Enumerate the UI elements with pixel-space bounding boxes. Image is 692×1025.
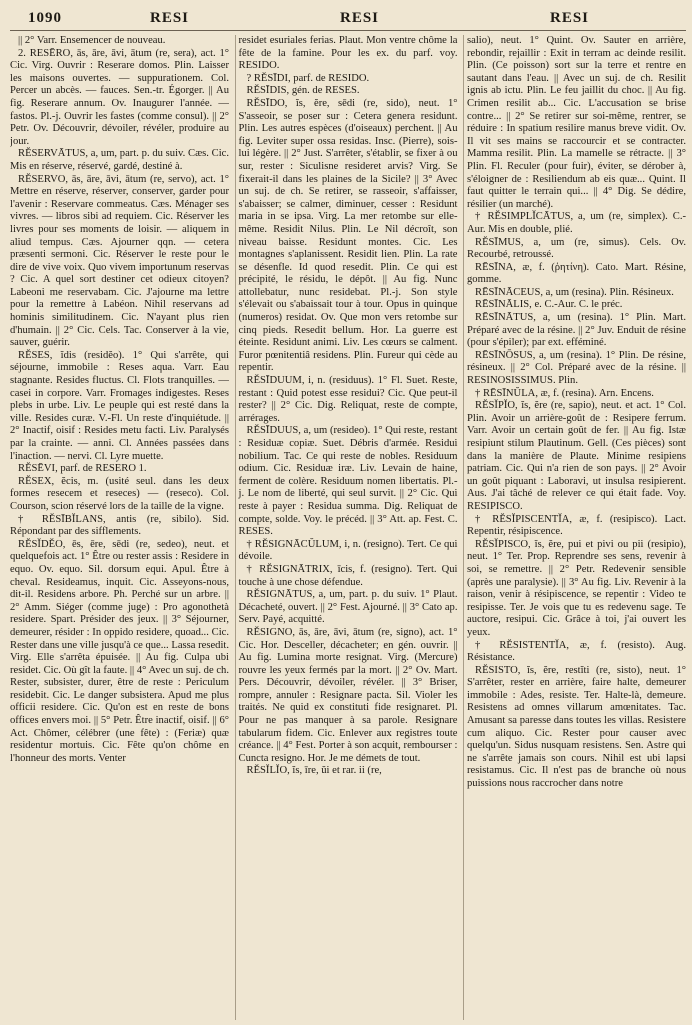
dictionary-entry: RĔSĒVI, parf. de RESERO 1. <box>18 463 147 475</box>
running-head-center: RESI <box>340 10 380 26</box>
dictionary-entry: || 2° Varr. Ensemencer de nouveau. <box>18 35 166 46</box>
dictionary-entry: RĔSERVĀTUS, a, um, part. p. du suiv. Cæs. Cic. Mis en réserve, réservé, gardé, destiné à. <box>10 148 229 172</box>
dictionary-entry: RĔSĪDUUS, a, um (resideo). 1° Qui reste, restant : Residuæ copiæ. Suet. Débris d'armée. Residui nobilium. Tac. Ce qui reste de nobles. Residuum odium. Cic. Residuæ iræ. Liv. Levain de haine, ferment de colère. Residuum nomen libertatis. Pl.-j. Le nom de liberté, qui seul survit. || 2° Cic. Qui reste à payer : Residua summa. Dig. Reliquat de compte, solde. Voy. le précéd. || 3° Att. ap. Fest. C. RESES. <box>238 425 458 538</box>
dictionary-entry: RĔSIGNĀTUS, a, um, part. p. du suiv. 1° Plaut. Décacheté, ouvert. || 2° Fest. Ajourné. || 3° Cato ap. Serv. Payé, acquitté. <box>238 589 458 626</box>
dictionary-entry: RĔSISTO, ĭs, ĕre, restĭti (re, sisto), neut. 1° S'arrêter, rester en arrière, faire halte, demeurer immobile : Ades, resiste. Ter. Halte-là, demeure. Resistens ad omnes villarum amœnitates. Tac. Amusant sa paresse dans toutes les villas. Resistere cum aliquo. Cic. Rester pour causer avec quelqu'un. Sidus nusquam resistens. Sen. Astre qui ne s'arrête jamais son cours. Nihil est ubi lapsi resistamus. Cic. Il n'est pas de branche où nous puissions nous raccrocher dans notre <box>467 664 686 790</box>
dictionary-entry: RĒSĪNĀLIS, e. C.-Aur. C. le préc. <box>475 299 623 311</box>
dictionary-entry: RĔSERVO, ās, āre, āvi, ātum (re, servo), act. 1° Mettre en réserve, réserver, conserver, garder pour l'avenir : Reservare commeatus. Cæs. Ménager ses vivres. — libros sibi ad requiem. Cic. Réserver les livres pour ses moments de loisir. — aliquem in aliud tempus. Cæs. Ajourner qqn. — cetera præsenti sermoni. Cic. Réserver le reste pour le dire de vive voix. Quo vivem importunum reservas ? Cic. A quel sort destiner cet odieux citoyen? Labeoni me reservabam. Cic. J'ajourne ma lettre pour la remettre à Labéon. Nihil reservans ad hominis similitudinem. Cic. N'ayant plus rien d'humain. || 2° Cic. Cels. Tac. Conserver à la vie, sauver, guérir. <box>10 173 229 349</box>
dictionary-entry: residet esuriales ferias. Plaut. Mon ventre chôme la fête de la famine. Pour les ex. du parf. voy. RESIDO. <box>238 35 458 72</box>
text-columns <box>10 35 686 1020</box>
dictionary-entry: RĒSĪNĀTUS, a, um (resina). 1° Plin. Mart. Préparé avec de la résine. || 2° Juv. Enduit de résine (pour s'épiler); par ext. efféminé. <box>467 312 686 349</box>
page-number: 1090 <box>28 10 62 26</box>
dictionary-entry: † RĒSĪNŬLA, æ, f. (resina). Arn. Encens. <box>475 387 654 399</box>
dictionary-entry: RĔSĪDO, ĭs, ĕre, sēdi (re, sido), neut. 1° S'asseoir, se poser sur : Cetera genera residunt. Plin. Les autres espèces (d'oiseaux) perchent. || Au fig. Leviter super ossa residas. Insc. (Pierre), sois-lui légère. || 2° Just. S'arrêter, s'établir, se fixer à ou sur, rester : Siculisne resideret arvis? Virg. Se fixerait-il dans les plaines de la Sicile? || 3° Avec un suj. de ch. Se retirer, se rasseoir, s'affaisser, s'abaisser; se calmer, diminuer, cesser : Residunt maria in se ipsa. Virg. La mer retombe sur elle-même. Residit Nilus. Plin. Le Nil décroît, son niveau baisse. Residunt montes. Cic. Les montagnes s'aplanissent. Residit lien. Plin. La rate se désenfle. Id quod resedit. Plin. Ce qui est précipité, le résidu, le dépôt. || Au fig. Nunc attollebatur, nunc residebat. Pl.-j. Son style s'élevait ou s'abaissait tour à tour. Opus in quinque (numeros) residat. Ov. Que mon vers retombe sur cinq pieds. Resedit bellum. Hor. La guerre est éteinte. Residunt animi. Liv. Les cœurs se calment. Furor pœnitentiâ residens. Plin. Fureur qui cède au repentir. <box>238 97 458 374</box>
page-header <box>10 8 686 31</box>
dictionary-entry: RĒSĪNA, æ, f. (ῥητίνη). Cato. Mart. Résine, gomme. <box>467 261 686 286</box>
running-head-left: RESI <box>150 10 190 26</box>
column-2 <box>235 35 458 1020</box>
dictionary-entry: RĔSĬLĬO, ĭs, īre, ŭi et rar. ii (re, <box>246 765 382 777</box>
dictionary-entry: RĔSEX, ĕcis, m. (usité seul. dans les deux formes resecem et reseces) — (reseco). Col. Courson, scion réservé lors de la taille de la vigne. <box>10 475 229 512</box>
dictionary-entry: † RĔSIGNĀCŬLUM, i, n. (resigno). Tert. Ce qui dévoile. <box>238 538 458 563</box>
dictionary-entry: salio), neut. 1° Quint. Ov. Sauter en arrière, rebondir, rejaillir : Exit in terram ac deinde resilit. Plin. (Ce poisson) sort sur la terre et rentre en sautant dans l'eau. || Avec un suj. de ch. Resilit ignis ab ictu. Plin. Le feu jaillit du choc. || Au fig. Crimen resilit ab... Cic. L'accusation se brise contre... || 2° Se retirer sur soi-même, rentrer, se réduire : In spatium resilire manus breve vidit. Ov. Il vit ses mains se raccourcir et se contracter. Mamma resilit. Plin. La mamelle se rétracte. || 3° Plin. Fl. Reculer (pour fuir), éviter, se dérober à, s'éloigner de : Resiliendum ab eis quæ... Quint. Il faut quitter le terrain qui... || 4° Dig. Se dédire, résilier (un marché). <box>467 35 686 210</box>
dictionary-entry: ? RĔSĪDI, parf. de RESIDO. <box>246 72 370 84</box>
dictionary-entry: † RĔSISTENTĬA, æ, f. (resisto). Aug. Résistance. <box>467 639 686 664</box>
dictionary-entry: RĔSIGNO, ās, āre, āvi, ātum (re, signo), act. 1° Cic. Hor. Desceller, décacheter; en gén. ouvrir. || Au fig. Lumina morte resignat. Virg. (Mercure) rouvre les yeux fermés par la mort. || 2° Ov. Mart. Pers. Découvrir, dévoiler, révéler. || 3° Briser, rompre, annuler : Resignare pacta. Sil. Violer les traités. Ne quid ex constituti fide resignaret. Pl. Pour ne pas manquer à sa parole. Resignare tabularum fidem. Cic. Enlever aux registres toute créance. || 4° Fest. Porter à son acquit, rembourser : Cuncta resigno. Hor. Je me démets de tout. <box>238 626 458 764</box>
dictionary-entry: RĔSES, ĭdis (residĕo). 1° Qui s'arrête, qui séjourne, immobile : Reses aqua. Varr. Eau stagnante. Resides fluctus. Cl. Flots tranquilles. — casei in corpore. Varr. Fromages indigestes. Reses plebs in urbe. Liv. Le peuple qui est resté dans la ville. Resides curæ. V.-Fl. Un reste d'inquiétude. || 2° Inactif, oisif : Resides metu facti. Liv. Paralysés par la crainte. — anni. Cl. Années passées dans l'inaction. — nervi. Cl. Lyre muette. <box>10 349 229 462</box>
dictionary-entry: † RĔSIMPLĬCĀTUS, a, um (re, simplex). C.-Aur. Mis en double, plié. <box>467 211 686 235</box>
column-3 <box>463 35 686 1020</box>
dictionary-entry: † RĔSĬPISCENTĬA, æ, f. (resipisco). Lact. Repentir, résipiscence. <box>467 513 686 538</box>
dictionary-entry: † RĔSIGNĀTRIX, īcis, f. (resigno). Tert. Qui touche à une chose défendue. <box>238 563 458 588</box>
dictionary-entry: † RĔSĪBĬLANS, antis (re, sibilo). Sid. Répondant par des sifflements. <box>10 513 229 538</box>
dictionary-entry: RĔSĪDIS, gén. de RESES. <box>246 85 360 97</box>
dictionary-entry: RĒSĪNŌSUS, a, um (resina). 1° Plin. De résine, résineux. || 2° Col. Préparé avec de la résine. || RESINOSISSIMUS. Plin. <box>467 349 686 387</box>
dictionary-entry: RĔSĬPĬO, ĭs, ĕre (re, sapio), neut. et act. 1° Col. Plin. Avoir un arrière-goût de : Resipere ferrum. Varr. Avoir un certain goût de fer. || Au fig. Istæ resipiunt stilum Plautinum. Gell. (Ces pièces) sont dans la manière de Plaute. Minime resipiens patriam. Cic. Qui n'a rien de son pays. || 2° Avoir un goût piquant : Laboravi, ut insulsa resipierent. Aus. J'ai tâché de relever ce qui était fade. Voy. RESIPISCO. <box>467 400 686 512</box>
dictionary-entry: 2. RESĒRO, ās, āre, āvi, ātum (re, sera), act. 1° Cic. Virg. Ouvrir : Reserare domos. Plin. Laisser les maisons ouvertes. — suppurationem. Col. Percer un abcès. — fauces. Sen.-tr. Égorger. || Au fig. Reserare annum. Ov. Inaugurer l'année. — fastos. Pl.-j. Ouvrir les fastes (comme consul). || 2° Petr. Ov. Découvrir, dévoiler, révéler, produire au jour. <box>10 47 229 147</box>
dictionary-entry: RĔSĬPISCO, ĭs, ĕre, pui et pivi ou pii (resipio), neut. 1° Ter. Prop. Reprendre ses sens, revenir à soi, se remettre. || 2° Petr. Redevenir sensible (après une paralysie). || 3° Au fig. Liv. Revenir à la raison, venir à résipiscence, se repentir : Video te resipisse. Ter. Je vois que tu es redevenu sage. Te auctore, resipui. Cic. Grâce à toi, j'ai ouvert les yeux. <box>467 538 686 638</box>
column-1 <box>10 35 229 1020</box>
dictionary-entry: RĒSĪNĀCEUS, a, um (resina). Plin. Résineux. <box>475 286 674 298</box>
dictionary-entry: RĔSĪMUS, a, um (re, simus). Cels. Ov. Recourbé, retroussé. <box>467 236 686 261</box>
dictionary-entry: RĔSĬDĔO, ēs, ēre, sēdi (re, sedeo), neut. et quelquefois act. 1° Être ou rester assis : Residere in equo. Ov. equo. Sil. dorsum equi. Apul. Être à cheval. Resideamus, inquit. Cic. Asseyons-nous, dit-il. Residens arbore. Ph. Perché sur un arbre. || 2° Amm. Siéger (comme juge) : Pro agonothetà residere. Spart. Présider des jeux. || 3° Séjourner, demeurer, résider : In oppido residere, quoad... Cic. Rester dans une ville jusqu'à ce que... Lassa resedit. Virg. Elle s'arrêta épuisée. || Au fig. Culpa ubi residet. Cic. Où gît la faute. || 4° Avec un suj. de ch. Rester, subsister, durer, être de reste : Periculum residebit. Cic. Le danger subsistera. Apud me plus officii residere. Cic. Qu'on est en reste de bons offices envers moi. || 5° Petr. Être inactif, oisif. || 6° Act. Chômer, célébrer (une fête) : (Feriæ) quæ residentur mortuis. Cic. Fête qu'on chôme en l'honneur des morts. Venter <box>10 538 229 764</box>
dictionary-entry: RĔSĪDUUM, i, n. (residuus). 1° Fl. Suet. Reste, restant : Quid potest esse residui? Cic. Que peut-il rester? || 2° Cic. Dig. Reliquat, reste de compte, arrérages. <box>238 375 458 424</box>
running-head-right: RESI <box>550 10 590 26</box>
